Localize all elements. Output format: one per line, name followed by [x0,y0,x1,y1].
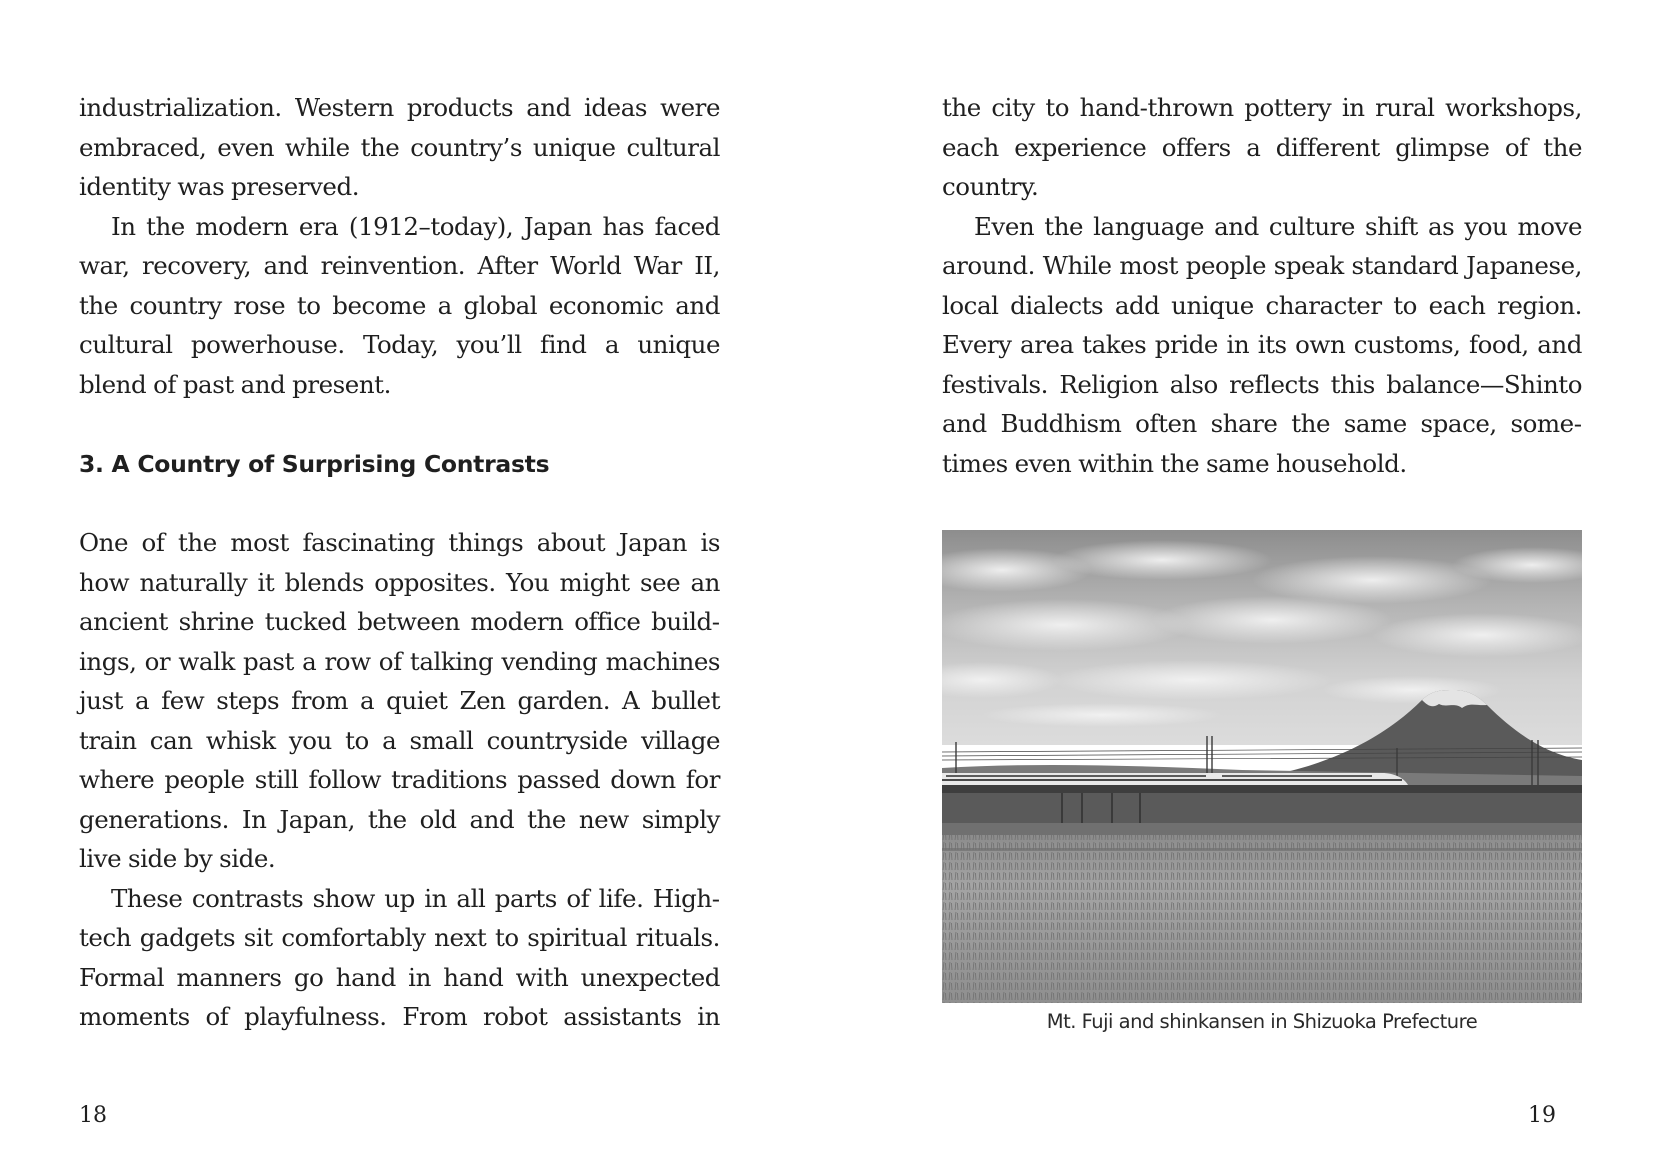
mt-fuji-shinkansen-photo [942,530,1582,1003]
left-text-column [79,88,720,1037]
section-heading: 3. A Country of Surprising Contrasts [79,450,550,478]
right-text-column [942,88,1582,483]
paragraph: the city to hand-thrown pottery in rural workshops, each experience offers a different glimpse of the country. [942,93,1582,201]
paragraph: These contrasts show up in all parts of life. Hightech gadgets sit comfortably next to spiritual rituals. Formal manners go hand in hand with unexpected moments of playfulness. From robot assistants in [79,883,720,1031]
paragraph: One of the most fascinating things about Japan is how naturally it blends opposites. You might see an ancient shrine tucked between modern office buildings, or walk past a row of talking vending machines just a few steps from a quiet Zen garden. A bullet train can whisk you to a small countryside village where people still follow traditions passed down for generations. In Japan, the old and the new simply live side by side. [79,528,720,873]
paragraph: industrialization. Western products and ideas were embraced, even while the country’s unique cultural identity was preserved. [79,93,720,201]
figure-caption: Mt. Fuji and shinkansen in Shizuoka Prefecture [1046,1010,1478,1033]
page-number: 18 [79,1103,107,1128]
paragraph: In the modern era (1912–today), Japan has faced war, recovery, and reinvention. After World War II, the country rose to become a global economic and cultural powerhouse. Today, you’ll find a unique blend of past and present. [79,211,720,399]
figure [942,530,1582,1033]
left-page [0,0,826,1165]
page-number: 19 [1528,1103,1556,1128]
paragraph: Even the language and culture shift as you move around. While most people speak standard Japanese, local dialects add unique character to each region. Every area takes pride in its own customs, food, and festivals. Religion also reflects this balance—Shinto and Buddhism often share the same space, sometimes even within the same household. [942,211,1582,478]
right-page [826,0,1653,1165]
